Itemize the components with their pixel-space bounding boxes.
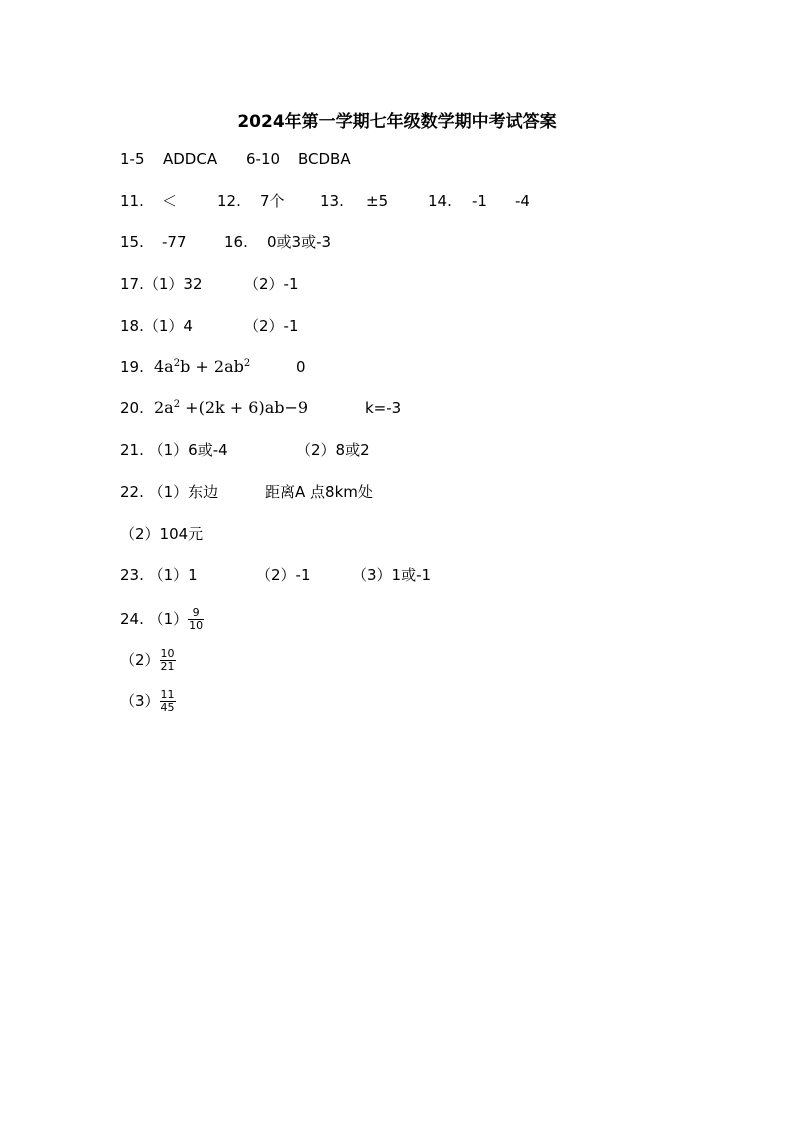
answer-14-part-b: -4 [515, 192, 530, 210]
answer-22-part-1-direction: 22. （1）东边 [120, 483, 219, 501]
answer-22-part-2: （2）104元 [120, 525, 204, 543]
fraction: $\frac{10}{21}$ [160, 647, 175, 673]
answer-16: 0或3或-3 [267, 233, 332, 251]
question-number-13: 13. [320, 192, 344, 210]
answer-23-part-1: 23. （1）1 [120, 566, 198, 584]
question-number-15: 15. [120, 233, 144, 251]
answer-24-part-2: （2） $\frac{10}{21}$ [120, 647, 175, 673]
answer-21-part-2: （2）8或2 [296, 441, 370, 459]
answer-17-part-2: （2）-1 [244, 275, 299, 293]
answer-18-part-2: （2）-1 [244, 317, 299, 335]
answers-6-10: BCDBA [298, 150, 351, 168]
question-number-19: 19. [120, 358, 144, 376]
answer-21-part-1: 21. （1）6或-4 [120, 441, 228, 459]
answer-20-expression: $2a^2 +(2k + 6)ab-9$ [154, 398, 309, 417]
question-range-1-5: 1-5 [120, 150, 145, 168]
answer-23-part-2: （2）-1 [256, 566, 311, 584]
answer-11: ＜ [162, 192, 178, 210]
question-number-20: 20. [120, 399, 144, 417]
answer-19-value: 0 [296, 358, 306, 376]
question-range-6-10: 6-10 [246, 150, 281, 168]
answer-24-part-3: （3） $\frac{11}{45}$ [120, 688, 175, 714]
answer-14-part-a: -1 [472, 192, 487, 210]
answer-22-part-1-distance: 距离A 点8km处 [265, 483, 373, 501]
answer-17-part-1: 17.（1）32 [120, 275, 203, 293]
answer-12: 7个 [260, 192, 285, 210]
answer-20-value: k=-3 [365, 399, 402, 417]
fraction: $\frac{11}{45}$ [160, 688, 175, 714]
question-number-16: 16. [224, 233, 248, 251]
answer-15: -77 [162, 233, 187, 251]
answer-23-part-3: （3）1或-1 [352, 566, 432, 584]
page-title: 2024年第一学期七年级数学期中考试答案 [237, 112, 557, 132]
answers-1-5: ADDCA [163, 150, 218, 168]
question-number-11: 11. [120, 192, 144, 210]
answer-18-part-1: 18.（1）4 [120, 317, 193, 335]
fraction: $\frac{9}{10}$ [189, 606, 204, 632]
answer-19-expression: $4a^2b + 2ab^2$ [154, 357, 251, 376]
answer-13: ±5 [366, 192, 389, 210]
question-number-12: 12. [217, 192, 241, 210]
answer-24-part-1: 24. （1） $\frac{9}{10}$ [120, 606, 204, 632]
question-number-14: 14. [428, 192, 452, 210]
